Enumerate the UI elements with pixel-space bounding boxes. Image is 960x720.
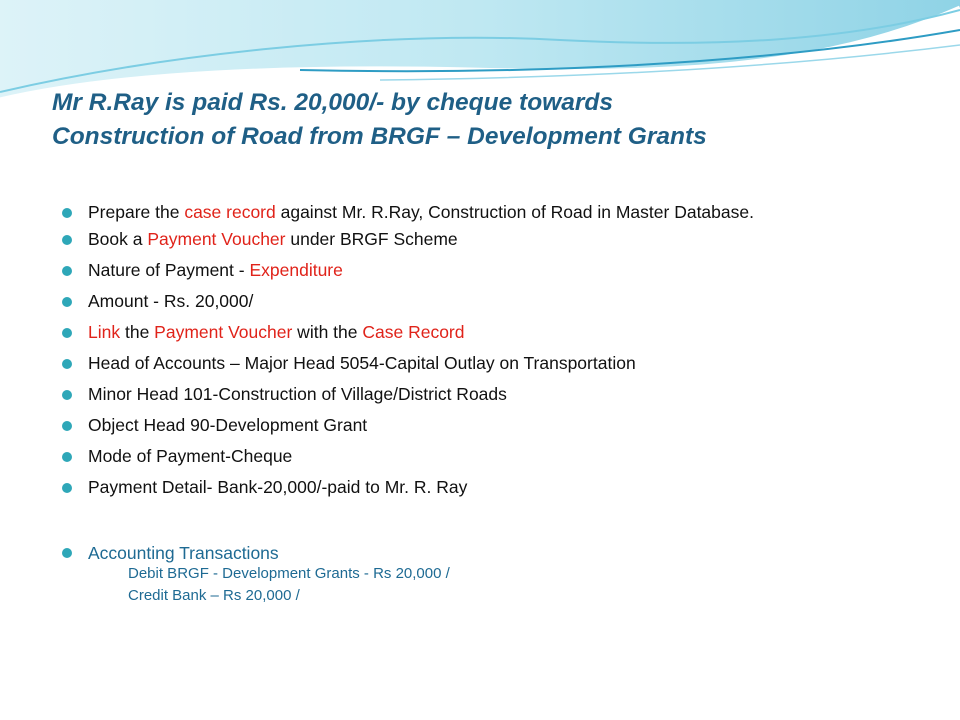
highlight-case-record: case record [184,202,276,222]
list-item: Object Head 90-Development Grant [62,416,922,434]
bullet-dot-icon [62,390,72,400]
list-item: Minor Head 101-Construction of Village/District Roads [62,385,922,403]
bullet-dot-icon [62,359,72,369]
slide-title [52,86,932,154]
accounting-transactions [62,543,922,607]
list-item: Link the Payment Voucher with the Case Record [62,323,922,341]
bullet-dot-icon [62,483,72,493]
slide-title-line-1: Mr R.Ray is paid Rs. 20,000/- by cheque towards [52,89,613,116]
bullet-dot-icon [62,328,72,338]
bullet-dot-icon [62,421,72,431]
bullet-dot-icon [62,208,72,218]
list-item: Payment Detail- Bank-20,000/-paid to Mr. R. Ray [62,478,922,496]
list-item: Book a Payment Voucher under BRGF Scheme [62,230,922,248]
steps-list [62,203,922,509]
highlight-expenditure: Expenditure [249,260,343,280]
list-item: Nature of Payment - Expenditure [62,261,922,279]
list-item: Prepare the case record against Mr. R.Ray, Construction of Road in Master Database. [62,203,922,221]
accounting-heading: Accounting Transactions [62,543,922,563]
highlight-payment-voucher: Payment Voucher [147,229,286,249]
highlight-link: Link [88,322,121,342]
bullet-dot-icon [62,297,72,307]
list-item: Mode of Payment-Cheque [62,447,922,465]
list-item: Amount - Rs. 20,000/ [62,292,922,310]
bullet-dot-icon [62,266,72,276]
highlight-payment-voucher: Payment Voucher [154,322,293,342]
debit-entry: Debit BRGF - Development Grants - Rs 20,000 / [128,565,450,582]
credit-entry: Credit Bank – Rs 20,000 / [128,587,300,604]
highlight-case-record: Case Record [362,322,465,342]
list-item: Head of Accounts – Major Head 5054-Capital Outlay on Transportation [62,354,922,372]
bullet-dot-icon [62,235,72,245]
bullet-dot-icon [62,452,72,462]
slide-title-line-2: Construction of Road from BRGF – Development Grants [52,123,707,150]
bullet-dot-icon [62,548,72,558]
